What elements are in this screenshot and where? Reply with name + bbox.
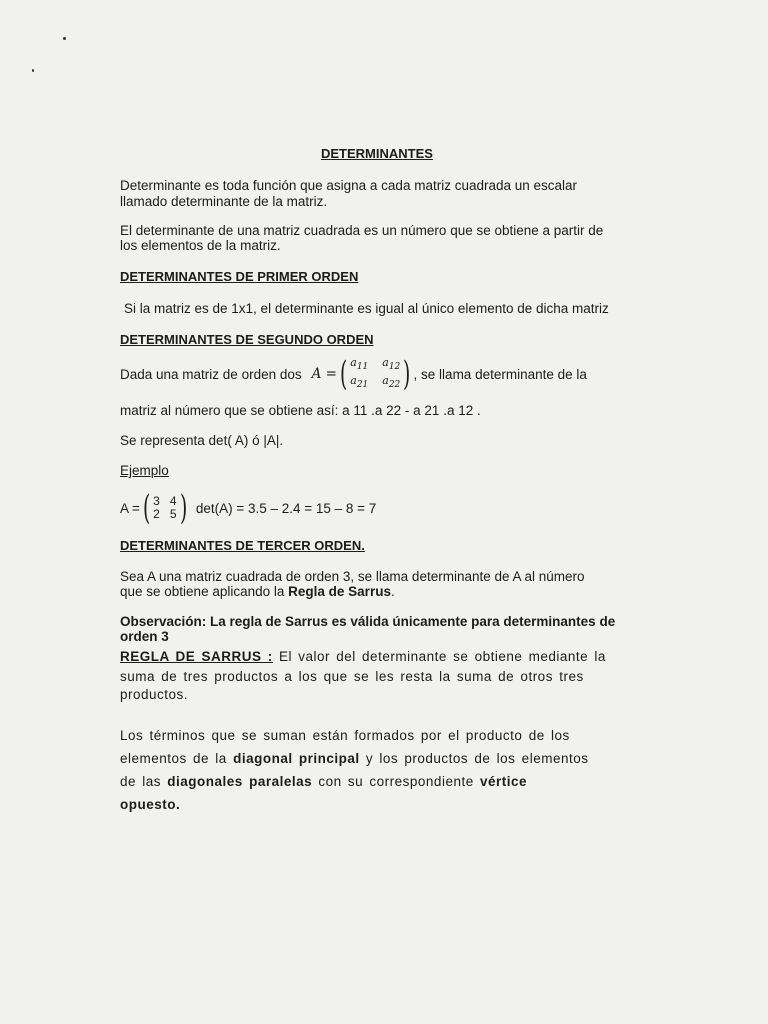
tercer-orden-line2-end: . [390, 584, 395, 599]
example-prefix: A = [120, 500, 140, 516]
terms-line2 [120, 750, 650, 767]
definition-text-after: , se llama determinante de la [413, 366, 587, 382]
example-matrix-cell: 2 [153, 507, 160, 521]
page-title: DETERMINANTES [321, 146, 433, 161]
terms-line3-c: con su correspondiente [318, 774, 474, 789]
matrix-a [312, 356, 414, 392]
segundo-orden-definition [120, 356, 650, 392]
matrix-a-grid [350, 356, 400, 392]
example-row [120, 490, 650, 526]
terms-line3 [120, 773, 650, 790]
tercer-orden-line1: Sea A una matriz cuadrada de orden 3, se llama determinante de A al número [120, 569, 585, 584]
intro-p2-line1: El determinante de una matriz cuadrada es un número que se obtiene a partir de [120, 223, 604, 238]
vertice: vértice [479, 774, 528, 789]
example-matrix-cell: 5 [169, 507, 177, 521]
terms-line3-a: de las [120, 774, 162, 789]
example-label: Ejemplo [120, 463, 169, 478]
diagonal-principal: diagonal principal [233, 751, 360, 766]
matrix-a-label: A = [311, 365, 337, 382]
example-matrix [140, 488, 190, 528]
segundo-orden-formula: matriz al número que se obtiene así: a 11 .a 22 - a 21 .a 12 . [120, 403, 481, 418]
sarrus-line1 [120, 648, 650, 665]
diagonales-paralelas: diagonales paralelas [167, 774, 313, 789]
matrix-a-cell: $a_{11}$ [350, 355, 369, 372]
heading-segundo-orden: DETERMINANTES DE SEGUNDO ORDEN [120, 332, 374, 347]
segundo-orden-notation: Se representa det( A) ó |A|. [120, 433, 284, 448]
observacion-line2: orden 3 [120, 629, 169, 644]
scan-speck [63, 37, 66, 40]
regla-sarrus-bold: Regla de Sarrus [288, 584, 391, 599]
heading-primer-orden: DETERMINANTES DE PRIMER ORDEN [120, 269, 359, 284]
tercer-orden-line2-plain: que se obtiene aplicando la [120, 584, 285, 599]
matrix-a-cell: $a_{22}$ [382, 374, 401, 391]
sarrus-text: El valor del determinante se obtiene mediante la [272, 649, 606, 664]
right-paren-icon: ) [179, 488, 187, 528]
terms-line4: opuesto. [120, 797, 181, 812]
terms-line1: Los términos que se suman están formados por el producto de los [120, 728, 570, 743]
example-result: det(A) = 3.5 – 2.4 = 15 – 8 = 7 [195, 500, 377, 516]
example-matrix-cell: 3 [153, 494, 160, 508]
matrix-a-cell: $a_{12}$ [382, 355, 401, 372]
scan-speck [32, 69, 34, 72]
primer-orden-text: Si la matriz es de 1x1, el determinante es igual al único elemento de dicha matriz [124, 301, 609, 316]
sarrus-line3: productos. [120, 687, 189, 702]
example-matrix-grid [153, 495, 176, 521]
tercer-orden-line2 [120, 583, 650, 600]
observacion-line1: Observación: La regla de Sarrus es válida únicamente para determinantes de [120, 614, 616, 629]
terms-line2-c: y los productos de los elementos [365, 751, 589, 766]
example-matrix-cell: 4 [169, 494, 177, 508]
terms-line2-a: elementos de la [120, 751, 227, 766]
intro-p2-line2: los elementos de la matriz. [120, 238, 281, 253]
matrix-a-cell: $a_{21}$ [350, 374, 369, 391]
heading-tercer-orden: DETERMINANTES DE TERCER ORDEN. [120, 538, 365, 553]
intro-p1-line2: llamado determinante de la matriz. [120, 194, 328, 209]
intro-p1-line1: Determinante es toda función que asigna a cada matriz cuadrada un escalar [120, 178, 578, 193]
sarrus-line2: suma de tres productos a los que se les resta la suma de otros tres [120, 669, 584, 684]
right-paren-icon: ) [403, 354, 411, 394]
sarrus-label: REGLA DE SARRUS : [120, 649, 273, 664]
definition-text-before: Dada una matriz de orden dos [120, 366, 302, 382]
left-paren-icon: ( [142, 488, 151, 528]
left-paren-icon: ( [339, 354, 348, 394]
